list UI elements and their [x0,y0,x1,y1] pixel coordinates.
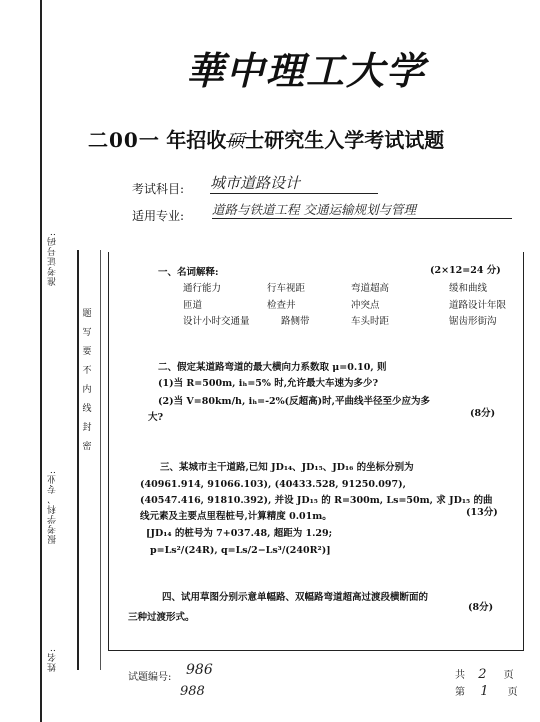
admit-number-label: 准考证号码: [48,232,58,287]
q4-line-2: 三种过渡形式。 [128,612,195,623]
total-value: 2 [478,667,487,682]
q3-line-2: (40961.914, 91066.103), (40433.528, 91250.097), [140,479,406,490]
term: 检查井 [267,300,296,311]
q3-line-6: p=Ls²/(24R), q=Ls/2−Ls³/(240R²)] [150,545,331,556]
seal-word: 要 [82,347,92,357]
term: 弯道超高 [351,283,390,294]
major-value: 道路与铁道工程 交通运输规划与管理 [212,200,512,219]
exam-title-right: 士研究生入学考试试题 [244,128,445,152]
q3-line-4: 线元素及主要点里程桩号,计算精度 0.01m。 [140,511,332,522]
q2-line-4: 大? [148,412,164,423]
q3-line-3: (40547.416, 91810.392), 并设 JD₁₅ 的 R=300m, Ls=50m, 求 JD₁₅ 的曲 [140,495,493,506]
q1-heading: 一、名词解释: [158,267,219,278]
q2-score: (8分) [470,408,496,419]
q1-score: (2×12=24 分) [430,265,501,276]
total-unit: 页 [503,670,514,681]
term: 路侧带 [281,316,310,327]
seal-word: 写 [82,328,92,338]
q2-line-3: (2)当 V=80km/h, iₕ=-2%(反超高)时,平曲线半径至少应为多 [158,396,430,407]
q3-line-5: [JD₁₄ 的桩号为 7+037.48, 超距为 1.29; [146,528,333,539]
seal-word: 密 [82,442,92,452]
term: 设计小时交通量 [183,316,250,327]
margin-line [77,250,79,670]
term: 通行能力 [183,283,222,294]
seal-word: 封 [82,423,92,433]
exam-year: 二00一 [88,128,160,152]
seal-line [100,250,101,670]
exam-title [88,124,444,153]
page-unit: 页 [507,687,518,698]
total-label: 共 [455,670,465,681]
exam-code-1: 986 [186,662,213,678]
exam-code-2: 988 [180,684,205,699]
exam-title-mid: 年招收 [166,128,227,152]
q2-line-1: 二、假定某道路弯道的最大横向力系数取 μ=0.10, 则 [158,362,387,373]
term: 冲突点 [351,300,380,311]
left-edge-line [40,0,42,722]
page-total [455,666,514,682]
exam-code-label: 试题编号: [128,672,172,683]
q4-line-1: 四、试用草图分别示意单幅路、双幅路弯道超高过渡段横断面的 [162,592,429,603]
page-current [455,683,518,699]
seal-words [80,305,94,457]
seal-word: 不 [82,366,92,376]
seal-word: 内 [82,385,92,395]
term: 缓和曲线 [449,283,488,294]
name-label: 姓名: [48,648,58,673]
term: 道路设计年限 [449,300,507,311]
q4-score: (8分) [468,602,494,613]
q3-score: (13分) [466,507,498,518]
q3-line-1: 三、某城市主干道路,已知 JD₁₄、JD₁₅、JD₁₆ 的坐标分别为 [160,462,414,473]
university-title: 華中理工大学 [186,48,427,93]
page-label: 第 [455,687,465,698]
term: 车头时距 [351,316,390,327]
term: 锯齿形街沟 [449,316,497,327]
struck-word: 硕 [226,131,245,152]
subject-label: 考试科目: [132,182,185,196]
q1-row-2 [183,298,506,314]
q1-row-1 [183,281,487,297]
seal-word: 线 [82,404,92,414]
seal-word: 题 [82,309,92,319]
q2-line-2: (1)当 R=500m, iₕ=5% 时,允许最大车速为多少? [158,378,379,389]
subject-value: 城市道路设计 [210,172,378,194]
term: 匝道 [183,300,203,311]
school-major-label: 报考学科、专业: [48,470,58,545]
q1-row-3 [183,314,497,330]
page-value: 1 [480,684,489,699]
term: 行车视距 [267,283,306,294]
major-label: 适用专业: [132,209,185,223]
